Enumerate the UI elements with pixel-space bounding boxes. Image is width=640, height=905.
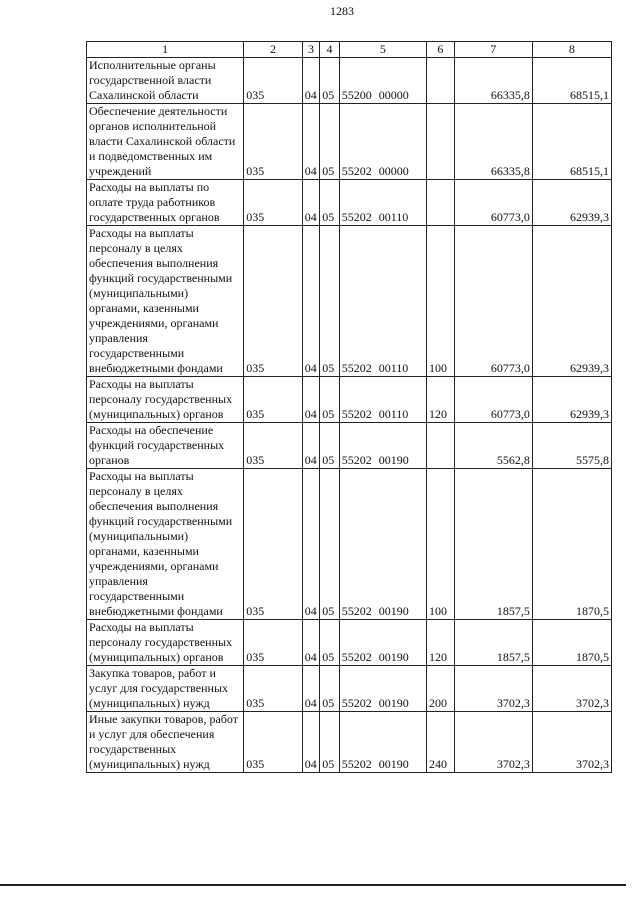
row-cell-c4: 05 (320, 104, 340, 180)
row-name-cell: Расходы на выплаты персоналу государственных (муниципальных) органов (87, 620, 244, 666)
row-cell-c5: 55202 00190 (339, 666, 426, 712)
table-row (87, 423, 612, 469)
row-cell-c2: 035 (244, 377, 303, 423)
row-name-cell: Расходы на выплаты по оплате труда работников государственных органов (87, 180, 244, 226)
row-name-cell: Расходы на выплаты персоналу в целях обеспечения выполнения функций государственными (муниципальными) органами, казенными учреждениями, органами управления государственными внебюджетными фондами (87, 226, 244, 377)
row-cell-c8: 5575,8 (532, 423, 611, 469)
row-name-cell: Иные закупки товаров, работ и услуг для обеспечения государственных (муниципальных) нужд (87, 712, 244, 773)
row-cell-c5: 55202 00190 (339, 712, 426, 773)
row-name-cell: Расходы на обеспечение функций государственных органов (87, 423, 244, 469)
budget-table (86, 41, 612, 773)
row-cell-c6 (427, 104, 455, 180)
row-cell-c4: 05 (320, 712, 340, 773)
row-cell-c6: 100 (427, 226, 455, 377)
table-row (87, 620, 612, 666)
row-cell-c6 (427, 180, 455, 226)
table-row (87, 226, 612, 377)
column-header: 6 (427, 42, 455, 58)
table-row (87, 666, 612, 712)
row-cell-c7: 1857,5 (454, 620, 532, 666)
row-cell-c3: 04 (302, 620, 319, 666)
row-cell-c6: 120 (427, 620, 455, 666)
row-cell-c6: 120 (427, 377, 455, 423)
row-cell-c8: 3702,3 (532, 666, 611, 712)
row-cell-c7: 3702,3 (454, 666, 532, 712)
row-cell-c7: 1857,5 (454, 469, 532, 620)
row-cell-c7: 60773,0 (454, 226, 532, 377)
row-cell-c2: 035 (244, 180, 303, 226)
row-cell-c4: 05 (320, 423, 340, 469)
row-cell-c2: 035 (244, 226, 303, 377)
row-cell-c4: 05 (320, 620, 340, 666)
row-cell-c8: 1870,5 (532, 469, 611, 620)
row-cell-c2: 035 (244, 712, 303, 773)
row-cell-c4: 05 (320, 666, 340, 712)
table-row (87, 104, 612, 180)
row-cell-c5: 55202 00190 (339, 423, 426, 469)
row-cell-c8: 1870,5 (532, 620, 611, 666)
row-cell-c7: 5562,8 (454, 423, 532, 469)
column-header: 1 (87, 42, 244, 58)
column-header: 5 (339, 42, 426, 58)
table-row (87, 712, 612, 773)
row-cell-c5: 55202 00110 (339, 226, 426, 377)
table-row (87, 469, 612, 620)
table-row (87, 180, 612, 226)
row-cell-c2: 035 (244, 104, 303, 180)
row-cell-c3: 04 (302, 666, 319, 712)
row-cell-c4: 05 (320, 180, 340, 226)
column-header: 3 (302, 42, 319, 58)
row-cell-c5: 55202 00110 (339, 377, 426, 423)
row-cell-c8: 68515,1 (532, 104, 611, 180)
row-cell-c3: 04 (302, 104, 319, 180)
row-cell-c6: 200 (427, 666, 455, 712)
column-header: 2 (244, 42, 303, 58)
row-cell-c2: 035 (244, 469, 303, 620)
row-cell-c7: 60773,0 (454, 377, 532, 423)
page-number: 1283 (330, 4, 354, 18)
row-cell-c3: 04 (302, 377, 319, 423)
row-cell-c6: 100 (427, 469, 455, 620)
row-cell-c3: 04 (302, 423, 319, 469)
row-name-cell: Расходы на выплаты персоналу государственных (муниципальных) органов (87, 377, 244, 423)
row-cell-c5: 55202 00000 (339, 104, 426, 180)
row-cell-c7: 66335,8 (454, 58, 532, 104)
row-name-cell: Обеспечение деятельности органов исполнительной власти Сахалинской области и подведомственных им учреждений (87, 104, 244, 180)
row-cell-c7: 66335,8 (454, 104, 532, 180)
row-cell-c4: 05 (320, 58, 340, 104)
row-cell-c3: 04 (302, 226, 319, 377)
row-cell-c8: 62939,3 (532, 377, 611, 423)
column-header: 4 (320, 42, 340, 58)
page-bottom-rule (0, 884, 626, 886)
row-cell-c2: 035 (244, 423, 303, 469)
row-cell-c7: 60773,0 (454, 180, 532, 226)
table-row (87, 377, 612, 423)
row-cell-c8: 62939,3 (532, 180, 611, 226)
row-name-cell: Исполнительные органы государственной власти Сахалинской области (87, 58, 244, 104)
row-cell-c5: 55202 00190 (339, 469, 426, 620)
row-cell-c5: 55200 00000 (339, 58, 426, 104)
row-cell-c3: 04 (302, 180, 319, 226)
column-header: 8 (532, 42, 611, 58)
row-cell-c8: 68515,1 (532, 58, 611, 104)
column-header: 7 (454, 42, 532, 58)
row-cell-c3: 04 (302, 712, 319, 773)
row-cell-c8: 62939,3 (532, 226, 611, 377)
row-cell-c4: 05 (320, 377, 340, 423)
row-cell-c3: 04 (302, 58, 319, 104)
row-cell-c7: 3702,3 (454, 712, 532, 773)
row-cell-c3: 04 (302, 469, 319, 620)
row-cell-c5: 55202 00190 (339, 620, 426, 666)
row-name-cell: Расходы на выплаты персоналу в целях обеспечения выполнения функций государственными (муниципальными) органами, казенными учреждениями, органами управления государственными внебюджетными фондами (87, 469, 244, 620)
row-cell-c2: 035 (244, 58, 303, 104)
row-cell-c5: 55202 00110 (339, 180, 426, 226)
row-cell-c6 (427, 423, 455, 469)
row-name-cell: Закупка товаров, работ и услуг для государственных (муниципальных) нужд (87, 666, 244, 712)
row-cell-c2: 035 (244, 620, 303, 666)
row-cell-c6: 240 (427, 712, 455, 773)
row-cell-c6 (427, 58, 455, 104)
table-row (87, 58, 612, 104)
table-header-row (87, 42, 612, 58)
row-cell-c2: 035 (244, 666, 303, 712)
row-cell-c4: 05 (320, 469, 340, 620)
row-cell-c4: 05 (320, 226, 340, 377)
row-cell-c8: 3702,3 (532, 712, 611, 773)
